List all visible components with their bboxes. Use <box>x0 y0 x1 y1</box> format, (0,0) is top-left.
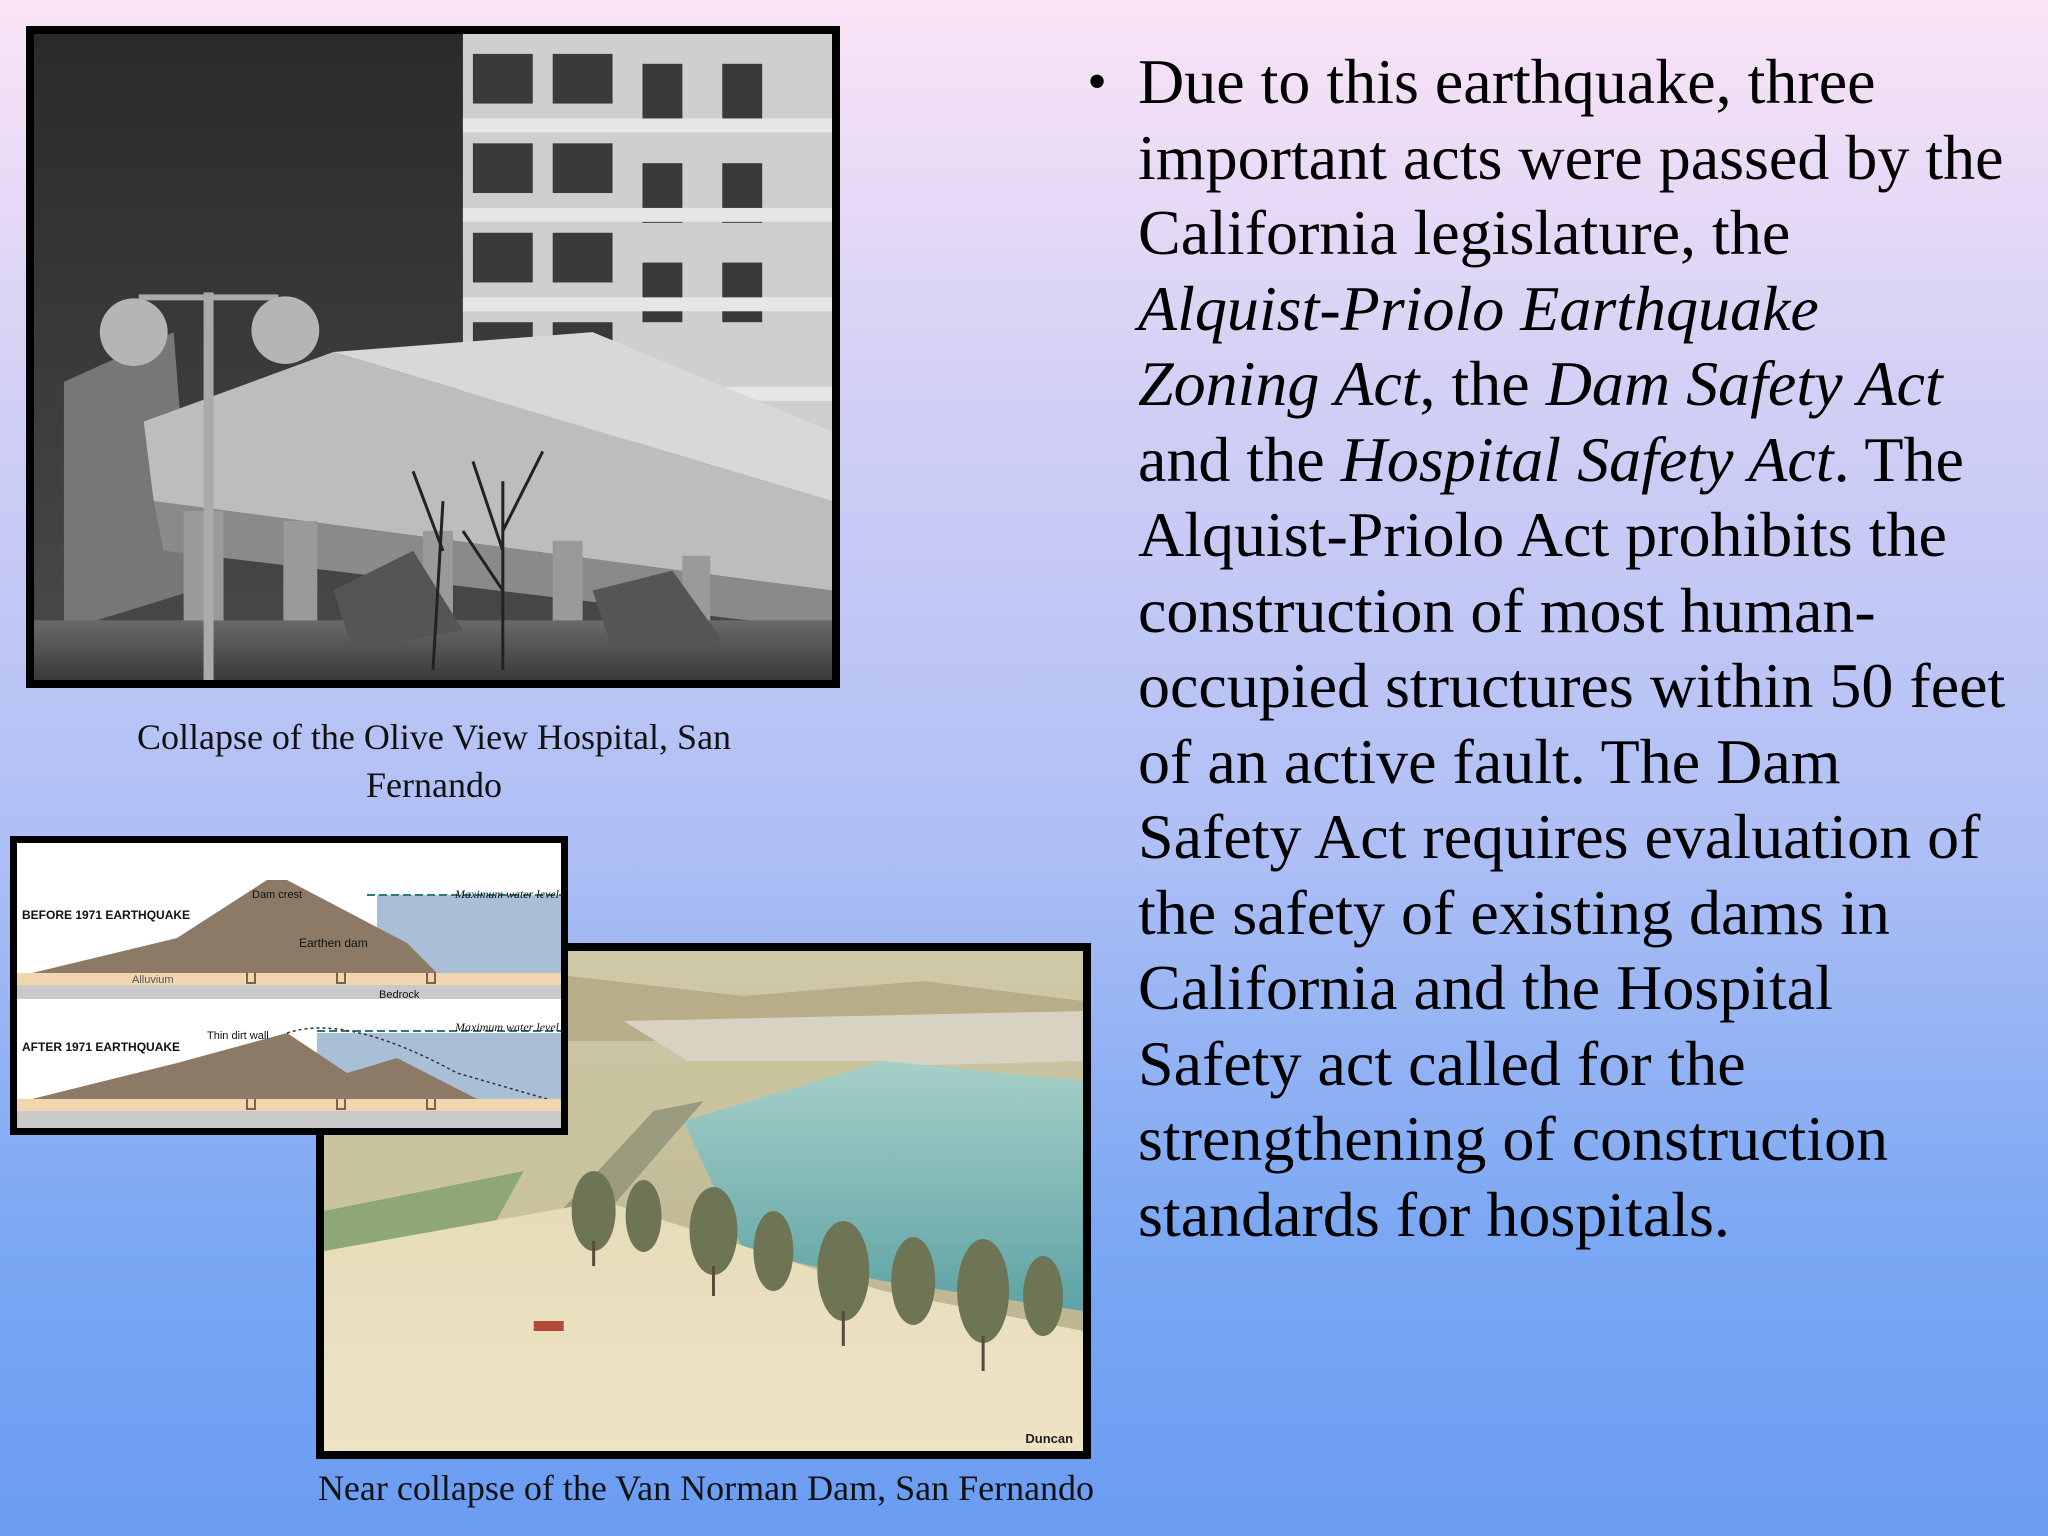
bullet-marker: • <box>1087 51 1107 113</box>
bullet-point <box>1056 44 2006 1252</box>
dam-photo-caption: Near collapse of the Van Norman Dam, San Fernando <box>317 1468 1095 1508</box>
hospital-photo-caption: Collapse of the Olive View Hospital, San Fernando <box>136 717 732 805</box>
thin-dirt-wall-label: Thin dirt wall <box>207 1030 269 1042</box>
bullet-text-segment: , the <box>1419 348 1546 419</box>
hospital-collapse-photo <box>26 26 840 688</box>
max-water-level-before-label: Maximum water level <box>455 887 559 901</box>
bullet-text-segment: and the <box>1138 423 1341 495</box>
dam-crest-label: Dam crest <box>252 889 303 901</box>
before-earthquake-label: BEFORE 1971 EARTHQUAKE <box>22 908 191 922</box>
bullet-text-segment: . The Alquist-Priolo Act prohibits the construction of most human-occupied structures within 50 feet of an active fault. The Dam Safety Act requires evaluation of the safety of existing dams in California and the Hospital Safety act called for the strengthening of construction standards for hospitals. <box>1138 423 2006 1250</box>
bullet-text <box>1138 44 2006 1252</box>
hospital-safety-act-name: Hospital Safety Act <box>1340 423 1834 495</box>
earthen-dam-label: Earthen dam <box>299 936 368 950</box>
max-water-level-after-label: Maximum water level <box>455 1020 559 1034</box>
bullet-text-segment: Due to this earthquake, three important acts were passed by the California legislature, the <box>1138 46 2004 268</box>
alquist-priolo-act-name: Alquist-Priolo Earthquake Zoning Act <box>1138 272 1819 419</box>
photo-credit: Duncan <box>1025 1430 1074 1447</box>
alluvium-label: Alluvium <box>132 974 174 986</box>
bedrock-label: Bedrock <box>379 989 420 1001</box>
dam-cross-section-diagram <box>10 836 568 1135</box>
dam-safety-act-name: Dam Safety Act <box>1545 348 1943 419</box>
after-earthquake-label: AFTER 1971 EARTHQUAKE <box>22 1040 181 1054</box>
